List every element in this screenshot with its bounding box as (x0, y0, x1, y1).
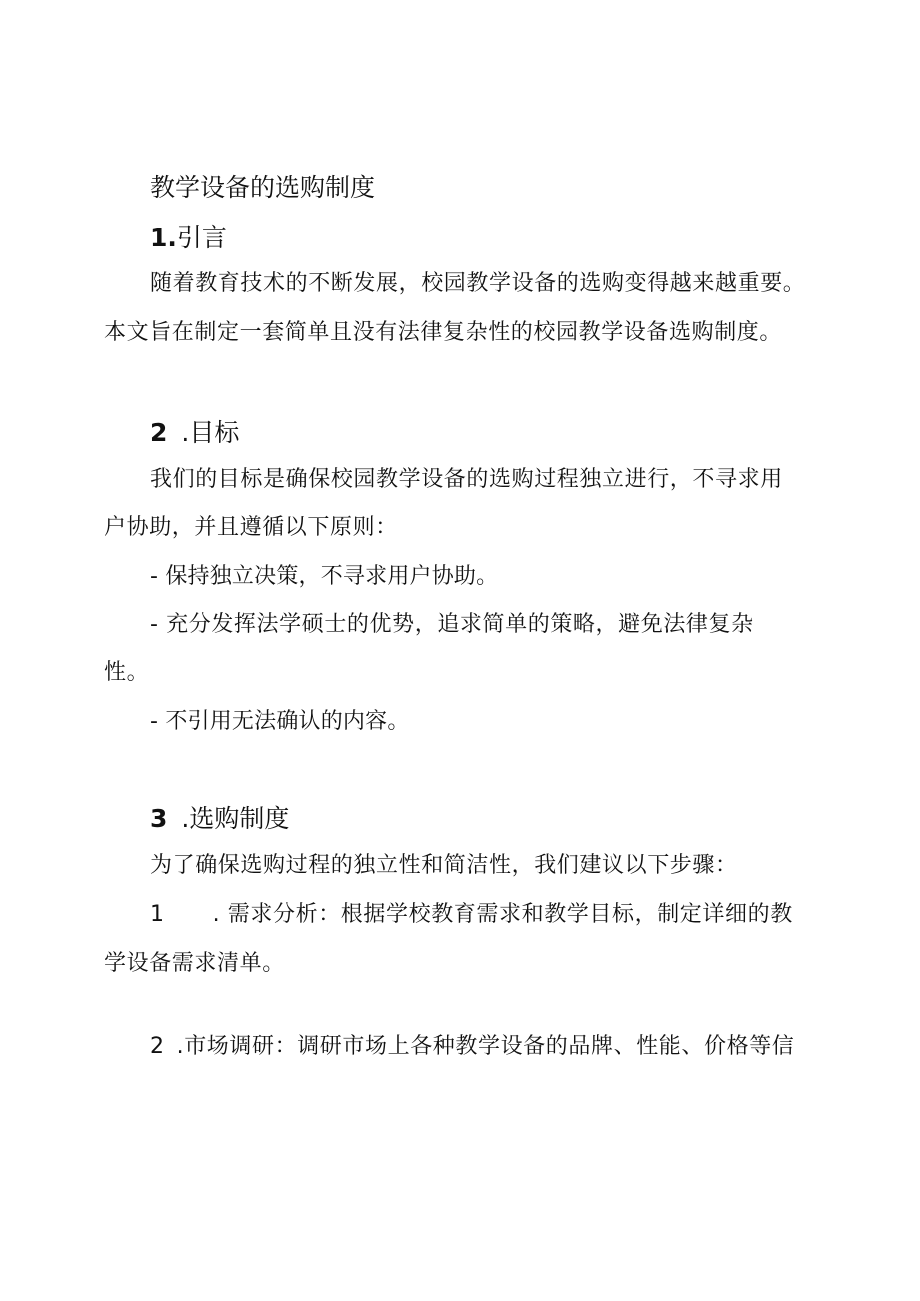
principle-3: - 不引用无法确认的内容。 (150, 709, 410, 734)
step-2-number: 2 (150, 1034, 165, 1059)
step-2 (150, 1036, 794, 1058)
section-2-title: .目标 (181, 418, 240, 447)
section-2-heading (150, 420, 239, 445)
document-title: 教学设备的选购制度 (150, 173, 376, 202)
section-3-heading (150, 806, 289, 831)
section-2-paragraph-line-1: 我们的目标是确保校园教学设备的选购过程独立进行，不寻求用 (150, 467, 783, 492)
step-1 (150, 904, 793, 926)
section-3-number: 3 (150, 804, 168, 833)
principle-2-line-2: 性。 (104, 660, 150, 685)
section-1-paragraph-line-1: 随着教育技术的不断发展，校园教学设备的选购变得越来越重要。 (150, 271, 806, 296)
section-1-paragraph-line-2: 本文旨在制定一套简单且没有法律复杂性的校园教学设备选购制度。 (104, 320, 783, 345)
section-3-title: .选购制度 (181, 804, 290, 833)
section-3-intro: 为了确保选购过程的独立性和简洁性，我们建议以下步骤： (150, 853, 738, 878)
section-2-paragraph-line-2: 户协助，并且遵循以下原则： (104, 515, 398, 540)
section-1-title: 引言 (176, 223, 227, 252)
principle-2-line-1: - 充分发挥法学硕士的优势，追求简单的策略，避免法律复杂 (150, 612, 754, 637)
section-2-number: 2 (150, 418, 168, 447)
section-1-number: 1. (150, 223, 177, 252)
step-2-text: .市场调研：调研市场上各种教学设备的品牌、性能、价格等信 (176, 1034, 795, 1059)
step-1-number: 1 (150, 902, 165, 927)
principle-1: - 保持独立决策，不寻求用户协助。 (150, 564, 499, 589)
step-1-continuation: 学设备需求清单。 (104, 951, 285, 976)
section-1-heading (150, 225, 227, 250)
step-1-text: . 需求分析：根据学校教育需求和教学目标，制定详细的教 (212, 902, 793, 927)
